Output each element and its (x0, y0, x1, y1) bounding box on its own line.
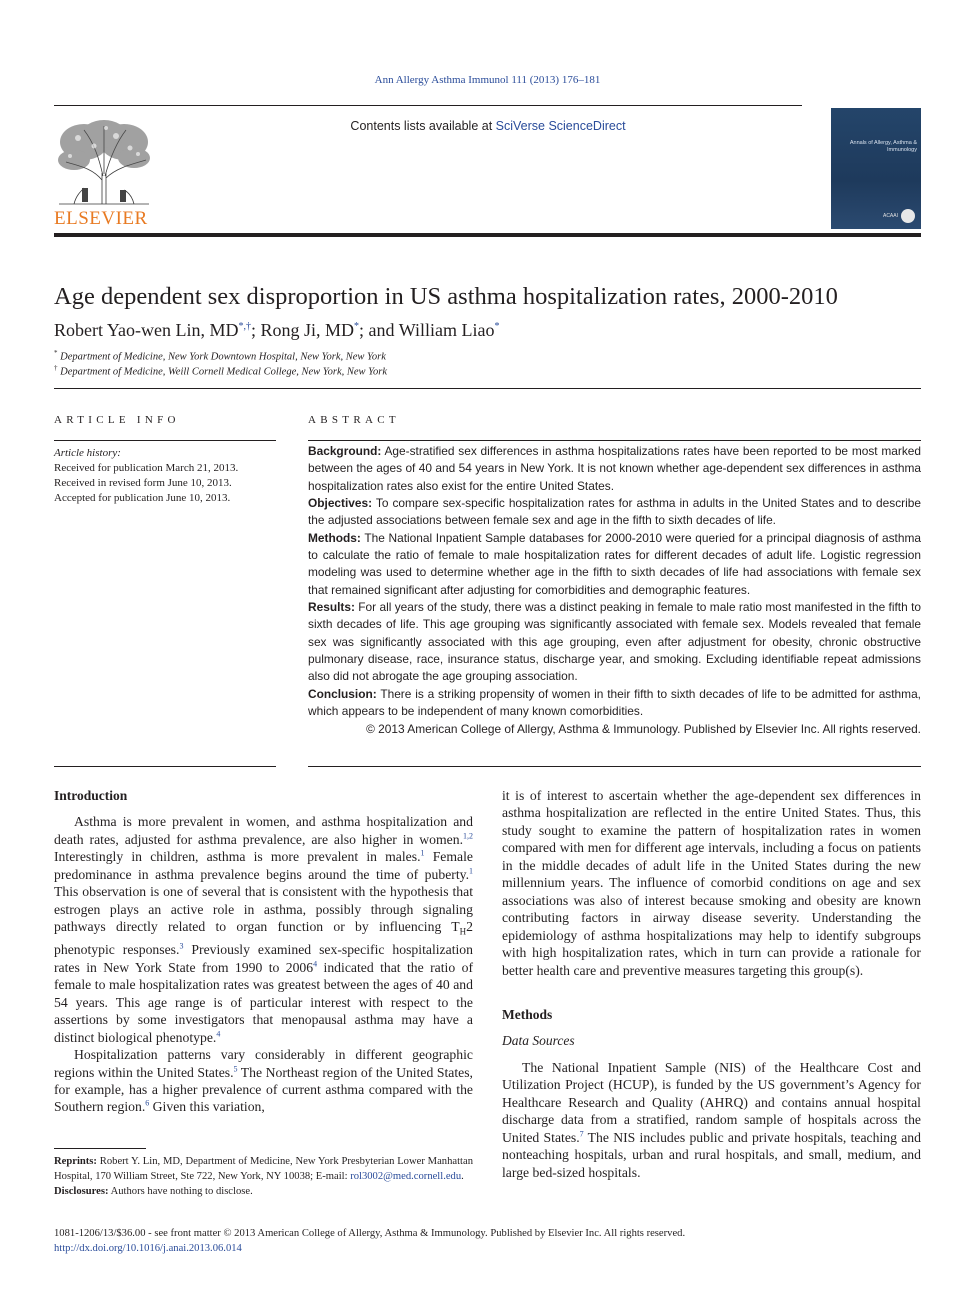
reprints-text: Robert Y. Lin, MD, Department of Medicine, New York Presbyterian Lower Manhattan Hospital, 170 William Street, Ste 722, New York, NY 10038; E-mail: (54, 1156, 473, 1182)
tree-icon (54, 118, 154, 206)
header-thick-rule (54, 233, 921, 237)
article-history (54, 446, 276, 506)
history-label: Article history: (54, 447, 121, 459)
author-marks[interactable]: * (494, 321, 500, 332)
text-run: The Northeast region of the United States, for example, has a higher prevalence of current asthma compared with the Southern region. (54, 1064, 473, 1115)
contents-availability (232, 119, 744, 133)
abstract-background (308, 443, 921, 495)
affiliation-text: Department of Medicine, Weill Cornell Medical College, New York, New York (60, 366, 388, 378)
author-marks[interactable]: * (354, 321, 360, 332)
abstract-body (308, 443, 921, 738)
body-right-column (502, 787, 921, 1181)
intro-paragraph (54, 1046, 473, 1116)
methods-paragraph (502, 1059, 921, 1181)
issn-line: 1081-1206/13/$36.00 - see front matter © 2013 American College of Allergy, Asthma & Immunology. Published by Elsevier Inc. All rights reserved. (54, 1228, 686, 1239)
journal-cover[interactable] (831, 108, 921, 229)
disclosures-text: Authors have nothing to disclose. (108, 1186, 253, 1197)
elsevier-wordmark: ELSEVIER (54, 208, 148, 229)
conclusion-text: There is a striking propensity of women in their fifth to sixth decades of life to be admitted for asthma, which appears to be independent of many known comorbidities. (308, 686, 921, 719)
abstract-methods (308, 530, 921, 599)
citation[interactable]: 1 (469, 866, 473, 876)
affiliation-rule (54, 388, 921, 389)
methods-text: The National Inpatient Sample databases for 2000-2010 were queried for a principal diagnosis of asthma to calculate the ratio of female to male hospitalization rates for different decades of adult life. Logistic regression modeling was used to determine whether age in the fifth to sixth decades of life had associations with female sex that remained significant after adjusting for comorbidities and demographic features. (308, 530, 921, 597)
article-title: Age dependent sex disproportion in US asthma hospitalization rates, 2000-2010 (54, 283, 838, 310)
results-label: Results: (308, 600, 355, 615)
page-bottom-info (54, 1226, 921, 1256)
background-label: Background: (308, 444, 382, 458)
abstract-objectives (308, 495, 921, 530)
text-run: Asthma is more prevalent in women, and asthma hospitalization and death rates, adjusted for asthma prevalence, are also higher in women. (54, 814, 473, 847)
author-separator: ; (251, 320, 261, 340)
doi-link[interactable]: http://dx.doi.org/10.1016/j.anai.2013.06.014 (54, 1243, 242, 1254)
elsevier-logo[interactable] (54, 118, 154, 228)
objectives-text: To compare sex-specific hospitalization rates for asthma in adults in the United States and to describe the adjusted associations between female sex and age in the fifth to sixth decades of life. (308, 496, 921, 528)
disclosures-label: Disclosures: (54, 1186, 109, 1197)
abstract-heading: ABSTRACT (308, 414, 400, 426)
author-name: William Liao (398, 320, 495, 340)
cover-title: Annals of Allergy, Asthma & Immunology (849, 140, 917, 153)
citation[interactable]: 4 (216, 1029, 221, 1039)
subscript: H (459, 926, 467, 937)
text-run: Given this variation, (149, 1099, 265, 1115)
reprints-note (54, 1154, 473, 1184)
abstract-bottom-rule (308, 766, 921, 767)
text-run: This observation is one of several that is consistent with the hypothesis that estrogen plays an active role in asthma, possibly through signaling pathways directly related to organ function or by influencing T (54, 884, 473, 935)
intro-paragraph (54, 813, 473, 1046)
text-run: Interestingly in children, asthma is more prevalent in males. (54, 849, 421, 865)
journal-reference[interactable]: Ann Allergy Asthma Immunol 111 (2013) 176–181 (374, 74, 601, 86)
author-separator: ; and (359, 320, 399, 340)
received-date: Received for publication March 21, 2013. (54, 462, 239, 474)
text-run: The National Inpatient Sample (NIS) of the Healthcare Cost and Utilization Project (HCUP), is funded by the US government’s Agency for Healthcare Research and Quality (AHRQ) and contains annual hospital discharge data from a stratified, random sample of hospitals across the United States. (502, 1059, 921, 1145)
article-info-bottom-rule (54, 766, 276, 767)
affiliation-mark: * (54, 349, 58, 357)
author-list (54, 320, 499, 341)
seal-icon (901, 209, 915, 223)
results-text: For all years of the study, there was a distinct peaking in female to male ratio most manifested in the fifth to sixth decades of life. This age grouping was significantly associated with female sex. Models revealed that female sex was significantly associated with this age grouping, even after adjustment for obesity, chronic obstructive pulmonary disease, race, insurance status, discharge year, and smoking. Excluding identifiable repeat admissions also did not abrogate the age grouping association. (308, 600, 921, 684)
methods-heading: Methods (502, 1006, 553, 1022)
header-rule (54, 105, 802, 106)
background-text: Age-stratified sex differences in asthma hospitalizations rates have been reported to be most marked between the ages of 40 and 54 years in New York. It is not known whether age-dependent sex differences in asthma hospitalization rates also exist for the entire United States. (308, 444, 921, 493)
body-left-column (54, 787, 473, 1116)
author-name: Robert Yao-wen Lin, MD (54, 320, 239, 340)
text-run: Previously examined sex-specific hospitalization rates in New York State from 1990 to 2006 (54, 942, 473, 975)
abstract-copyright: © 2013 American College of Allergy, Asthma & Immunology. Published by Elsevier Inc. All rights reserved. (366, 721, 921, 736)
affiliation (54, 364, 387, 378)
contents-prefix: Contents lists available at (350, 119, 496, 133)
text-run: 2 phenotypic responses. (54, 919, 473, 958)
abstract-conclusion (308, 686, 921, 721)
abstract-results (308, 599, 921, 686)
cover-badge-label: ACAAI (882, 213, 898, 219)
article-info-rule (54, 440, 276, 441)
affiliation (54, 349, 386, 363)
author-marks[interactable]: *,† (238, 321, 251, 332)
article-info-heading: ARTICLE INFO (54, 414, 180, 426)
citation[interactable]: 1,2 (463, 831, 473, 841)
text-run: indicated that the ratio of female to male hospitalization rates was greatest between the ages of 40 and 54 years. This age range is of particular interest with respect to the assertions by some investigators that menopausal asthma may have a distinct biological phenotype. (54, 959, 473, 1045)
citation[interactable]: 7 (579, 1129, 584, 1139)
methods-label: Methods: (308, 530, 361, 545)
citation[interactable]: 1 (420, 848, 425, 858)
intro-continued-paragraph: it is of interest to ascertain whether the age-dependent sex differences in asthma hospitalization are reflected in the entire United States. Thus, this study sought to examine the pattern of hospitalization rates in women compared with men for different age intervals, including a focus on patients in the middle decades of adult life in the United States during the new millennium years. The influence of comorbid conditions on age and sex associations was also of interest because smoking and obesity are known contributing factors in airway disease severity. Understanding the epidemiology of asthma hospitalizations may help to identify subgroups with high hospitalization rates, which in turn can provide a rationale for better health care and preventive measures targeting this group(s). (502, 788, 921, 978)
text-run: Female predominance in asthma prevalence begins around the time of puberty. (54, 849, 473, 882)
sciencedirect-link[interactable]: SciVerse ScienceDirect (495, 119, 626, 133)
footnotes (54, 1154, 473, 1199)
text-run: The NIS includes public and private hospitals, teaching and nonteaching hospitals, urban and rural hospitals, and small, medium, and large bed-sized hospitals. (502, 1129, 921, 1180)
affiliation-text: Department of Medicine, New York Downtown Hospital, New York, New York (60, 351, 386, 363)
citation[interactable]: 5 (233, 1063, 238, 1073)
text-run: Hospitalization patterns vary considerably in different geographic regions within the United States. (54, 1047, 473, 1080)
citation[interactable]: 4 (313, 959, 318, 969)
revised-date: Received in revised form June 10, 2013. (54, 477, 232, 489)
reprints-label: Reprints: (54, 1156, 97, 1167)
data-sources-subheading: Data Sources (502, 1033, 575, 1049)
reprints-end: . (461, 1171, 464, 1182)
affiliation-mark: † (54, 364, 58, 372)
disclosures-note (54, 1184, 473, 1199)
conclusion-label: Conclusion: (308, 686, 377, 701)
citation[interactable]: 6 (145, 1098, 150, 1108)
abstract-rule (308, 440, 921, 441)
author-name: Rong Ji, MD (260, 320, 355, 340)
objectives-label: Objectives: (308, 496, 373, 511)
introduction-heading: Introduction (54, 788, 128, 803)
citation[interactable]: 3 (179, 941, 184, 951)
email-link[interactable]: rol3002@med.cornell.edu (350, 1171, 462, 1182)
footnote-rule (54, 1148, 146, 1149)
accepted-date: Accepted for publication June 10, 2013. (54, 492, 231, 504)
